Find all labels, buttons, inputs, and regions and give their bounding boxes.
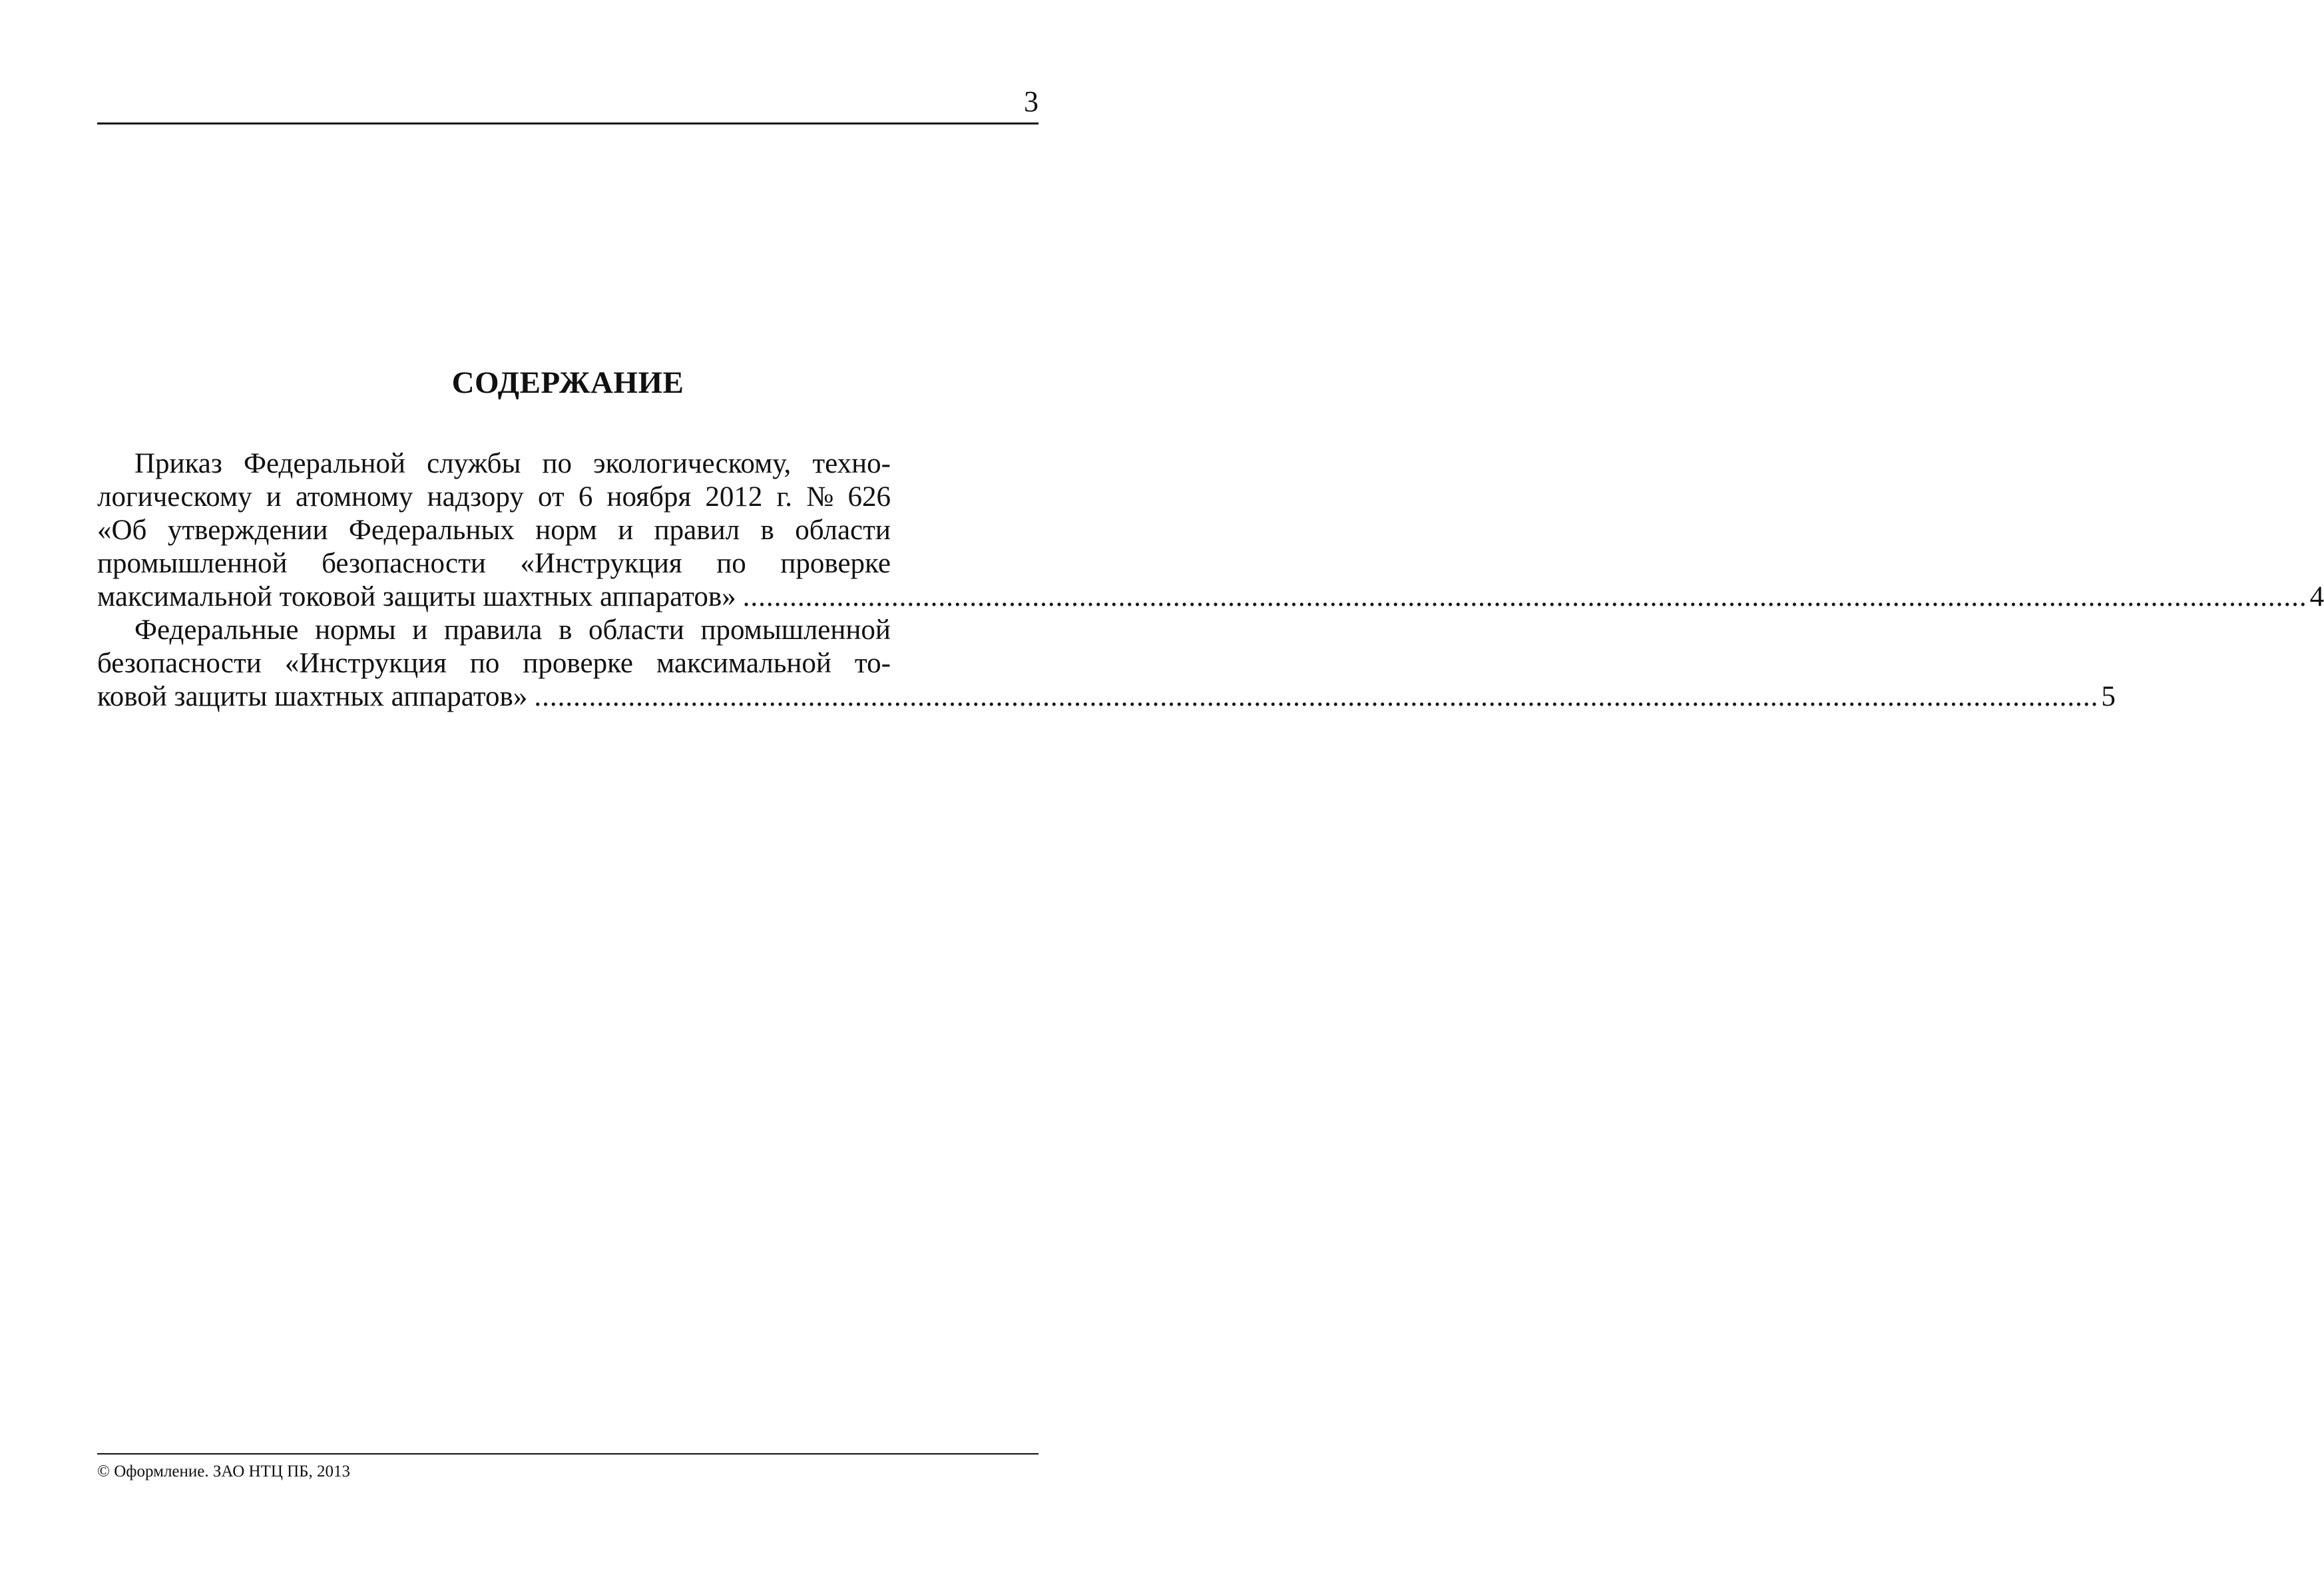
toc-word: правил xyxy=(654,515,740,546)
toc-word: утверждении xyxy=(167,515,328,546)
toc-word: максимальной xyxy=(656,648,831,679)
toc-word: от xyxy=(537,481,565,513)
toc-word: области xyxy=(795,515,891,546)
toc-title: СОДЕРЖАНИЕ xyxy=(451,365,684,400)
toc-word: техно- xyxy=(812,448,891,479)
toc-entry-federal-norms[interactable] xyxy=(97,614,2116,714)
toc-word: в xyxy=(760,515,774,546)
toc-word: № xyxy=(806,481,834,513)
toc-page-number: 4 xyxy=(2309,581,2324,612)
toc-entry-last-line xyxy=(97,580,2324,614)
toc-word: и xyxy=(266,481,282,513)
toc-entry-line xyxy=(97,514,891,547)
toc-word: безопасности xyxy=(322,548,486,579)
toc-word: службы xyxy=(427,448,521,479)
toc-word: правила xyxy=(443,614,543,646)
toc-entry-text: максимальной токовой защиты шахтных аппаратов» xyxy=(97,581,736,612)
toc-entry-text: ковой защиты шахтных аппаратов» xyxy=(97,681,528,712)
toc-word: проверке xyxy=(523,648,633,679)
toc-page-number: 5 xyxy=(2101,681,2116,712)
toc-word: по xyxy=(542,448,573,479)
toc-word: нормы xyxy=(315,614,396,646)
toc-word: Федеральных xyxy=(348,515,515,546)
toc-entry-line xyxy=(97,547,891,580)
toc-word: промышленной xyxy=(97,548,288,579)
toc-word: Федеральные xyxy=(134,614,299,646)
toc-entry-line xyxy=(97,614,891,647)
toc-word: Федеральной xyxy=(243,448,405,479)
toc-entry-order-626[interactable] xyxy=(97,447,2324,614)
page-number: 3 xyxy=(1024,85,1039,118)
toc-word: области xyxy=(588,614,684,646)
toc-entry-line xyxy=(97,447,891,481)
toc-word: по xyxy=(469,648,500,679)
toc-entry-last-line xyxy=(97,680,2116,714)
toc-entry-line xyxy=(97,481,891,514)
toc-word: безопасности xyxy=(97,648,262,679)
toc-word: и xyxy=(618,515,634,546)
toc-word: надзору xyxy=(427,481,524,513)
toc-word: атомному xyxy=(295,481,413,513)
toc-word: Приказ xyxy=(134,448,222,479)
toc-word: ноября xyxy=(606,481,692,513)
toc-word: экологическому, xyxy=(593,448,792,479)
dot-leader: ........................................................................................................................................................................................................ xyxy=(742,581,2307,612)
toc-word: то- xyxy=(854,648,891,679)
table-of-contents xyxy=(97,447,2324,714)
toc-word: «Инструкция xyxy=(284,648,447,679)
footer-rule xyxy=(97,1453,1039,1455)
dot-leader: ........................................................................................................................................................................................................ xyxy=(534,681,2099,712)
toc-word: «Об xyxy=(97,515,147,546)
toc-word: «Инструкция xyxy=(520,548,682,579)
toc-word: 626 xyxy=(847,481,891,513)
toc-word: по xyxy=(716,548,746,579)
toc-entry-line xyxy=(97,647,891,680)
header-rule xyxy=(97,122,1039,124)
toc-word: 2012 xyxy=(705,481,763,513)
toc-word: норм xyxy=(535,515,597,546)
copyright-notice: © Оформление. ЗАО НТЦ ПБ, 2013 xyxy=(97,1462,351,1480)
toc-word: проверке xyxy=(780,548,891,579)
toc-word: и xyxy=(412,614,428,646)
toc-word: в xyxy=(559,614,573,646)
toc-word: промышленной xyxy=(700,614,891,646)
toc-word: 6 xyxy=(578,481,593,513)
toc-word: логическому xyxy=(97,481,252,513)
toc-word: г. xyxy=(776,481,793,513)
